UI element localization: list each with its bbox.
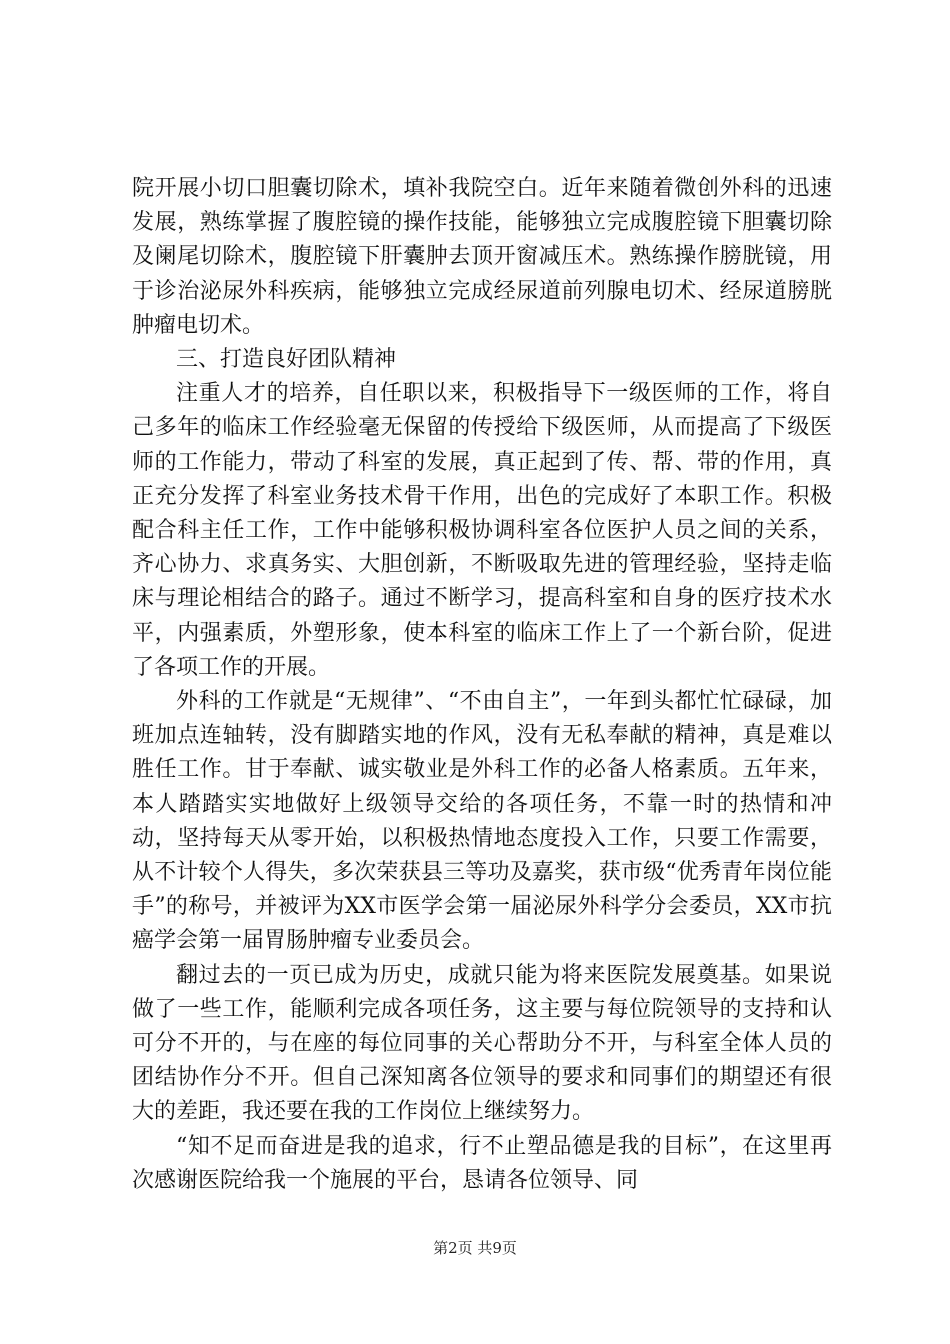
paragraph-continued: 院开展小切口胆囊切除术，填补我院空白。近年来随着微创外科的迅速发展，熟练掌握了腹腔镜的操作技能，能够独立完成腹腔镜下胆囊切除及阑尾切除术，腹腔镜下肝囊肿去顶开窗减压术。熟练操作膀胱镜，用于诊治泌尿外科疾病，能够独立完成经尿道前列腺电切术、经尿道膀胱肿瘤电切术。 xyxy=(132,176,832,338)
paragraph-history: 翻过去的一页已成为历史，成就只能为将来医院发展奠基。如果说做了一些工作，能顺利完成各项任务，这主要与每位院领导的支持和认可分不开的，与在座的每位同事的关心帮助分不开，与科室全体人员的团结协作分不开。但自己深知离各位领导的要求和同事们的期望还有很大的差距，我还要在我的工作岗位上继续努力。 xyxy=(132,962,832,1125)
paragraph-team-training: 注重人才的培养，自任职以来，积极指导下一级医师的工作，将自己多年的临床工作经验毫无保留的传授给下级医师，从而提高了下级医师的工作能力，带动了科室的发展，真正起到了传、帮、带的作用，真正充分发挥了科室业务技术骨干作用，出色的完成好了本职工作。积极配合科主任工作，工作中能够积极协调科室各位医护人员之间的关系，齐心协力、求真务实、大胆创新，不断吸取先进的管理经验，坚持走临床与理论相结合的路子。通过不断学习，提高科室和自身的医疗技术水平，内强素质，外塑形象，使本科室的临床工作上了一个新台阶，促进了各项工作的开展。 xyxy=(132,381,832,680)
paragraph-surgery-work: 外科的工作就是“无规律”、“不由自主”，一年到头都忙忙碌碌，加班加点连轴转，没有脚踏实地的作风，没有无私奉献的精神，真是难以胜任工作。甘于奉献、诚实敬业是外科工作的必备人格素质。五年来，本人踏踏实实地做好上级领导交给的各项任务，不靠一时的热情和冲动，坚持每天从零开始，以积极热情地态度投入工作，只要工作需要，从不计较个人得失，多次荣获县三等功及嘉奖，获市级“优秀青年岗位能手”的称号，并被评为XX市医学会第一届泌尿外科学分会委员，XX市抗癌学会第一届胃肠肿瘤专业委员会。 xyxy=(132,689,832,954)
paragraph-closing-quote: “知不足而奋进是我的追求，行不止塑品德是我的目标”，在这里再次感谢医院给我一个施展的平台，恳请各位领导、同 xyxy=(132,1133,832,1193)
section-heading: 三、打造良好团队精神 xyxy=(176,347,397,373)
page-number-footer: 第2页 共9页 xyxy=(433,1239,517,1257)
body-text xyxy=(132,172,832,1198)
